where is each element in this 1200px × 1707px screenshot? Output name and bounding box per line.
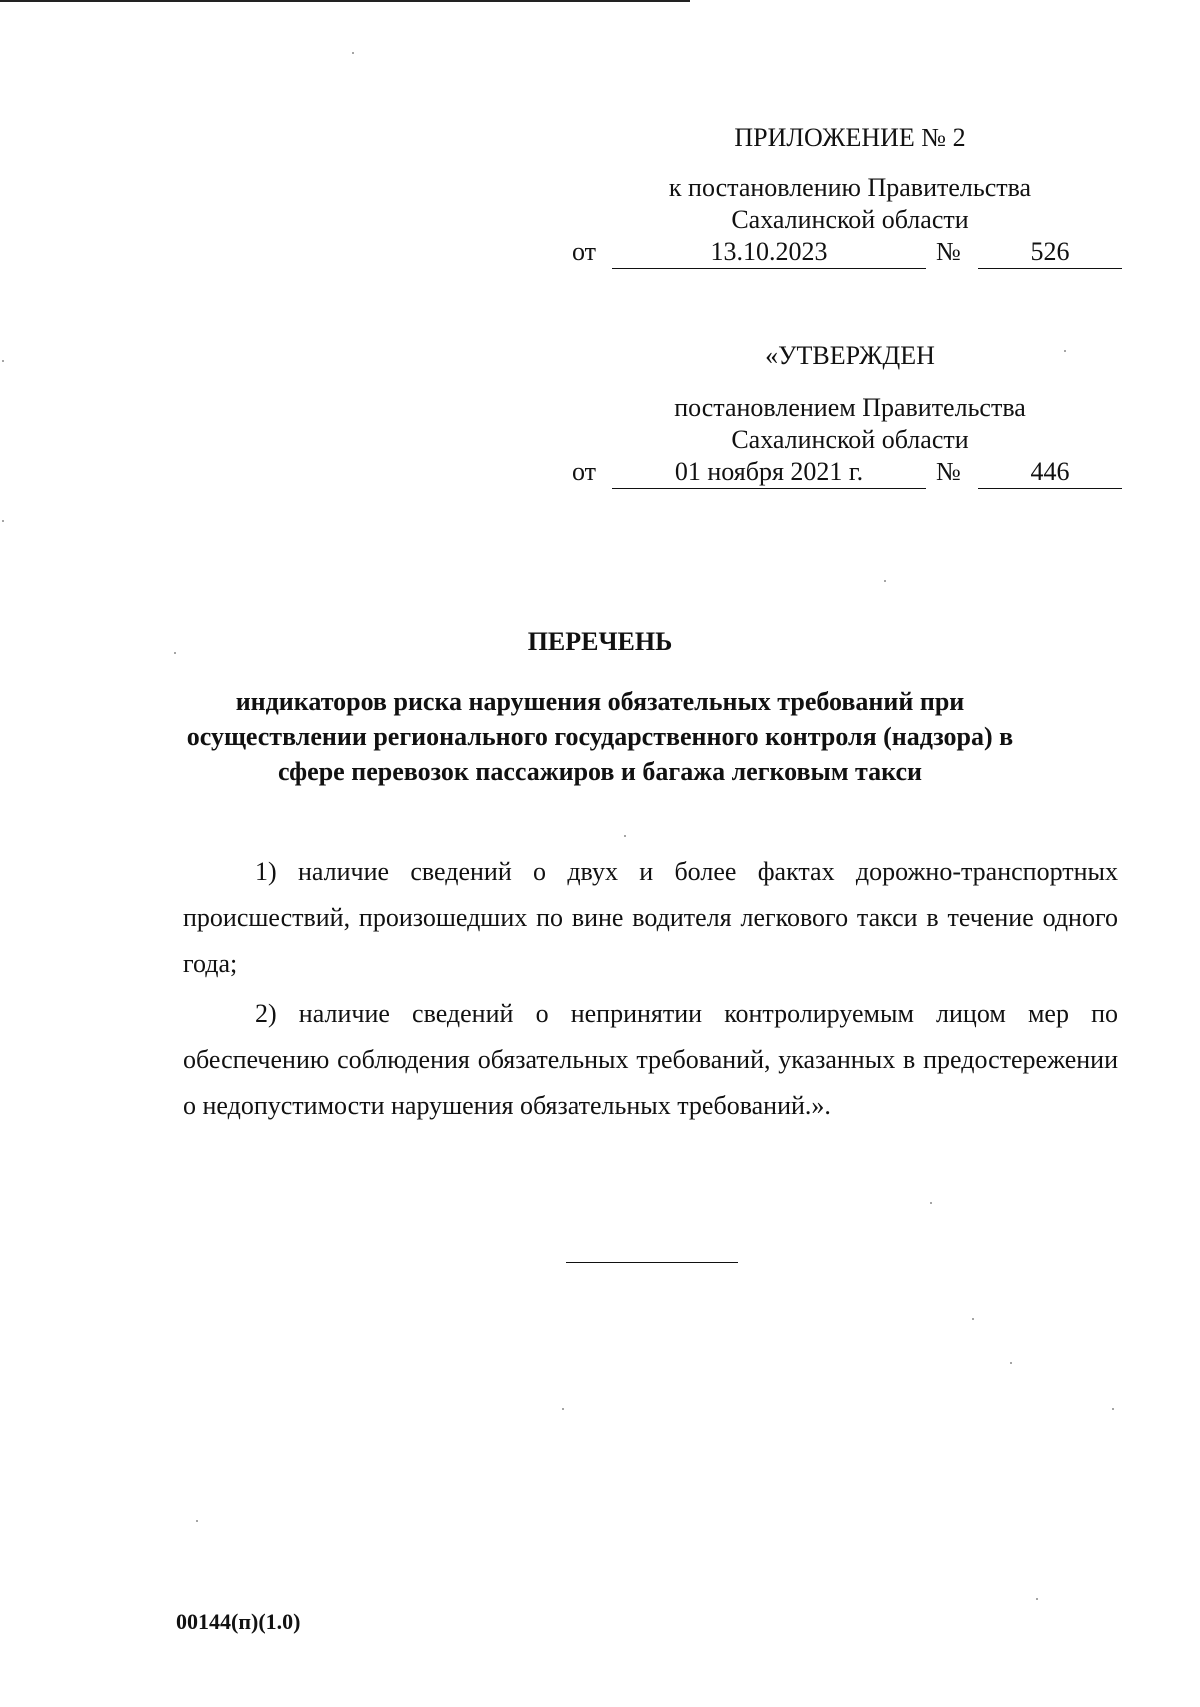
list-item: 2) наличие сведений о непринятии контролируемым лицом мер по обеспечению соблюдения обязательных требований, указанных в предостережении о недопустимости нарушения обязательных требований.». [183,999,1118,1120]
scan-speck [1112,1408,1114,1410]
appendix-ot-label: от [572,237,597,266]
indicator-list [183,849,1118,1129]
approved-number: 446 [978,456,1122,489]
scan-speck [1036,1598,1038,1600]
scan-speck [884,580,886,582]
scan-speck [930,1202,932,1204]
approved-ot-label: от [572,457,597,486]
scan-speck [972,1318,974,1320]
appendix-date: 13.10.2023 [612,236,926,269]
approved-date: 01 ноября 2021 г. [612,456,926,489]
appendix-date-row [560,236,1140,270]
appendix-number-sign: № [936,237,961,266]
title-sub-line: сфере перевозок пассажиров и багажа легковым такси [277,757,922,786]
scan-speck [1010,1362,1012,1364]
appendix-number: 526 [978,236,1122,269]
scan-speck [562,1408,564,1410]
title-sub-line: индикаторов риска нарушения обязательных требований при [235,687,965,716]
appendix-decree-line: к постановлению Правительства [668,173,1032,202]
document-code: 00144(п)(1.0) [176,1609,301,1634]
approved-region-line: Сахалинской области [731,425,969,454]
scan-edge-line [0,0,690,2]
title-main: ПЕРЕЧЕНЬ [527,627,673,656]
approved-date-row [560,456,1140,490]
scan-speck [1064,350,1066,352]
end-rule [566,1262,738,1263]
appendix-region-line: Сахалинской области [731,205,969,234]
scan-speck [2,360,4,362]
scan-speck [2,520,4,522]
scan-speck [352,52,354,54]
scan-speck [196,1520,198,1522]
list-item: 1) наличие сведений о двух и более фактах дорожно-транспортных происшествий, произошедших по вине водителя легкового такси в течение одного года; [183,857,1118,978]
approved-heading: «УТВЕРЖДЕН [765,341,935,370]
document-title [150,626,1050,789]
approved-decree-line: постановлением Правительства [674,393,1026,422]
scan-speck [624,835,626,837]
scan-speck [174,652,176,654]
title-sub-line: осуществлении регионального государственного контроля (надзора) в [186,722,1014,751]
approved-number-sign: № [936,457,961,486]
appendix-heading: ПРИЛОЖЕНИЕ № 2 [734,123,966,152]
